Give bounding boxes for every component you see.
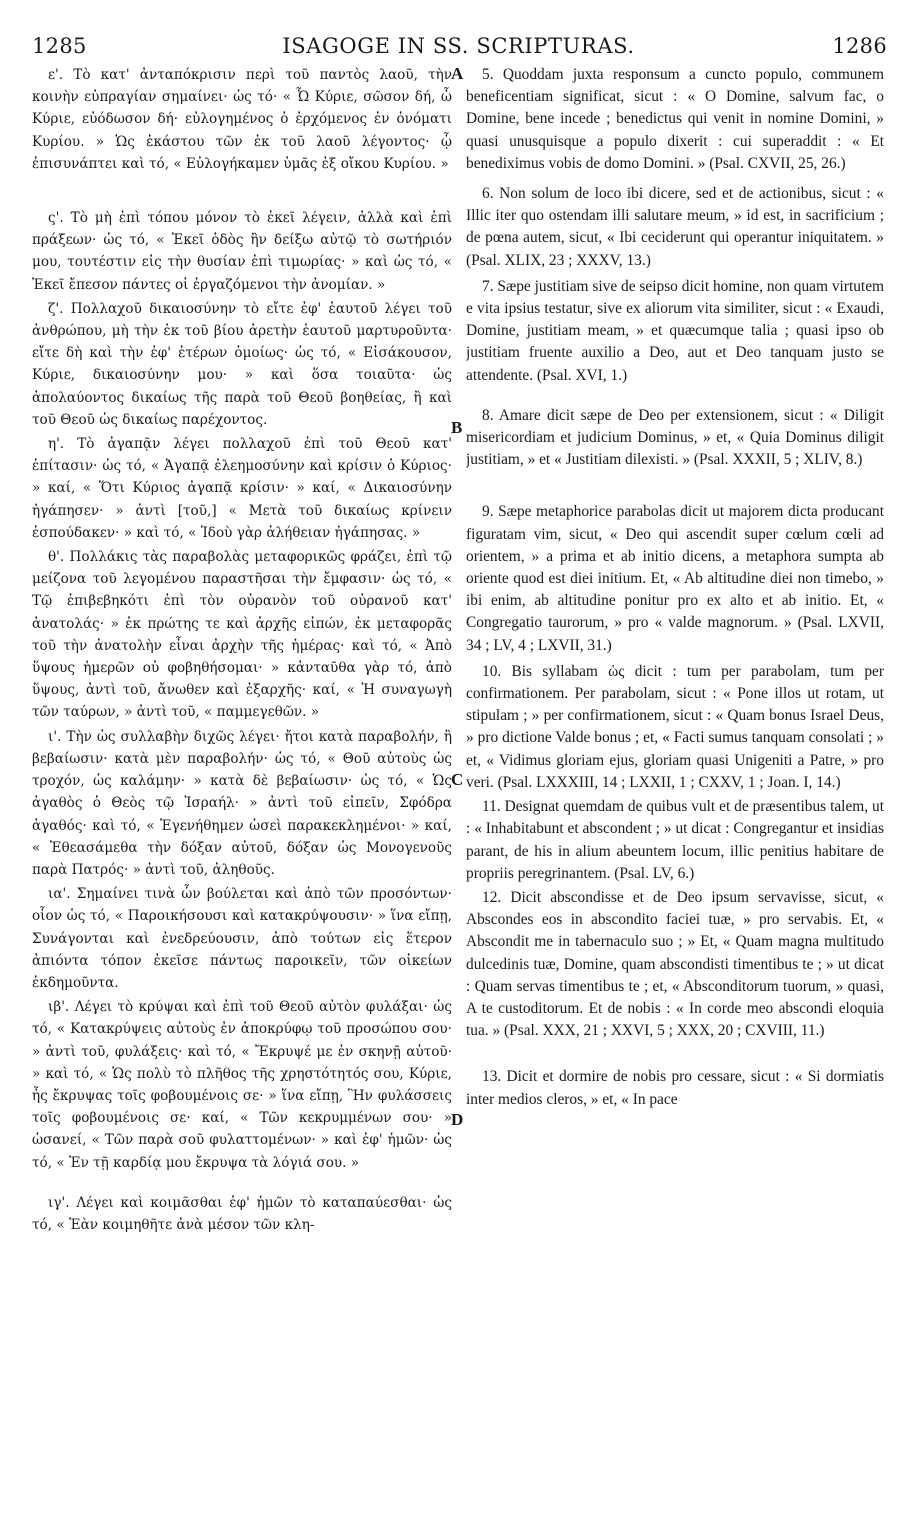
latin-column xyxy=(466,64,884,1534)
greek-paragraph-9: θ'. Πολλάκις τὰς παραβολὰς μεταφορικῶς φράζει, ἐπὶ τῷ μείζονα τοῦ λεγομένου παραστῆσαι τὴν ἔμφασιν· ὡς τό, « Τῷ ἐπιβεβηκότι ἐπὶ τὸν οὐρανὸν τοῦ οὐρανοῦ κατ' ἀνατολάς· » ἐκ πρώτης τε καὶ ἀρχῆς εἰπών, ἐκ μεταφορᾶς τοῦ τὴν ἀνατολὴν εἶναι ἀρχὴν τῆς ἡμέρας· καὶ τό, « Ἀπὸ ὕψους ἡμερῶν οὐ φοβηθήσομαι· » κἀνταῦθα γὰρ τό, ἀπὸ ὕψους, ἀντὶ τοῦ, ἄνωθεν καὶ ἐξαρχῆς· καί, « Ἡ συναγωγὴ τῶν ταύρων, » ἀντὶ τοῦ, « παμμεγεθῶν. » xyxy=(32,549,452,721)
greek-column xyxy=(32,64,452,1534)
running-title: ISAGOGE IN SS. SCRIPTURAS. xyxy=(282,34,635,58)
greek-paragraph-10: ι'. Τὴν ὡς συλλαβὴν διχῶς λέγει· ἤτοι κατὰ παραβολήν, ἢ βεβαίωσιν· κατὰ μὲν παραβολήν· ὡς τό, « Θοῦ αὐτοὺς ὡς τροχόν, ὡς καλάμην· » κατὰ δὲ βεβαίωσιν· ὡς τό, « Ὡς ἀγαθὸς ὁ Θεὸς τῷ Ἰσραήλ· » ἀντὶ τοῦ εἰπεῖν, Σφόδρα ἀγαθός· καὶ τό, « Ἐγενήθημεν ὡσεὶ παρακεκλημένοι· » καί, « Ἐθεασάμεθα τὴν δόξαν αὐτοῦ, δόξαν ὡς Μονογενοῦς παρὰ Πατρός· » ἀντὶ τοῦ, ἀληθοῦς. xyxy=(32,728,452,878)
right-page-number: 1286 xyxy=(832,34,887,58)
latin-paragraph-6: 6. Non solum de loco ibi dicere, sed et de actionibus, sicut : « Illic iter quo ostendam illi salutare meum, » id est, in sacrificium ; de pœna autem, sicut, « Ibi ceciderunt qui operantur iniquitatem. » (Psal. XLIX, 23 ; XXXV, 13.) xyxy=(466,185,884,269)
greek-paragraph-12: ιβ'. Λέγει τὸ κρύψαι καὶ ἐπὶ τοῦ Θεοῦ αὐτὸν φυλάξαι· ὡς τό, « Κατακρύψεις αὐτοὺς ἐν ἀποκρύφῳ τοῦ προσώπου σου· » ἀντὶ τοῦ, φυλάξεις· καὶ τό, « Ἔκρυψέ με ἐν σκηνῇ αὐτοῦ· » καὶ τό, « Ὡς πολὺ τὸ πλῆθος τῆς χρηστότητός σου, Κύριε, ἧς ἔκρυψας τοῖς φοβουμένοις σε· » ἵνα εἴπῃ, Ἣν φυλάσσεις τοῖς φοβουμένοις σε· καί, « Τῶν κεκρυμμένων σου· » ὡσανεί, « Τῶν παρὰ σοῦ φυλαττομένων· » καὶ ἐφ' ἡμῶν· ὡς τό, « Ἐν τῇ καρδίᾳ μου ἔκρυψα τὰ λόγιά σου. » xyxy=(32,999,452,1171)
latin-paragraph-5: 5. Quoddam juxta responsum a cuncto populo, communem beneficentiam significat, sicut : « O Domine, salvum fac, o Domine, bene incede ; benedictus qui venit in nomine Domini, » quasi unusquisque a populo dixerit : cui superaddit : « Et benediximus vobis de domo Domini. » (Psal. CXVII, 25, 26.) xyxy=(466,66,884,172)
latin-paragraph-8: 8. Amare dicit sæpe de Deo per extensionem, sicut : « Diligit misericordiam et judicium Dominus, » et, « Quia Dominus diligit justitiam, » et « Justitiam dilexisti. » (Psal. XXXII, 5 ; XLIV, 8.) xyxy=(466,406,884,469)
margin-marker-c: C xyxy=(451,770,464,789)
greek-paragraph-13: ιγ'. Λέγει καὶ κοιμᾶσθαι ἐφ' ἡμῶν τὸ καταπαύεσθαι· ὡς τό, « Ἐὰν κοιμηθῆτε ἀνὰ μέσον τῶν κλη- xyxy=(32,1194,452,1233)
latin-paragraph-9: 9. Sæpe metaphorice parabolas dicit ut majorem dicta producant figuratam vim, sicut, « Deo qui ascendit super cœlum cœli ad orientem, » a prima et ab initio dicens, a metaphora sumpta ab oriente quod est diei initium. Et, « Ab altitudine diei non timebo, » ibi enim, ab altitudine ponitur pro ex alto et ab initio. Et, « Congregatio taurorum, » pro « valde magnorum. » (Psal. LXVII, 34 ; LV, 4 ; LXVII, 31.) xyxy=(466,503,884,654)
latin-paragraph-11: 11. Designat quemdam de quibus vult et de præsentibus talem, ut : « Inhabitabunt et abscondent ; » ut dicat : Congregantur et insidias parant, de his in alium abeuntem locum, illic penitius habitare de propriis peregrinantem. (Psal. LV, 6.) xyxy=(466,798,884,882)
greek-paragraph-5: ε'. Τὸ κατ' ἀνταπόκρισιν περὶ τοῦ παντὸς λαοῦ, τὴν κοινὴν εὐπραγίαν σημαίνει· ὡς τό· « Ὦ Κύριε, σῶσον δή, ὦ Κύριε, εὐόδωσον δή· εὐλογημένος ὁ ἐρχόμενος ἐν ὀνόματι Κυρίου. » Ὡς ἑκάστου τῶν ἐκ τοῦ λαοῦ λέγοντος· ᾧ ἐπισυνάπτει καὶ τό, « Εὐλογήκαμεν ὑμᾶς ἐξ οἴκου Κυρίου. » xyxy=(32,67,452,172)
page-header xyxy=(0,34,917,64)
margin-marker-d: D xyxy=(451,1110,464,1129)
greek-paragraph-11: ια'. Σημαίνει τινὰ ὧν βούλεται καὶ ἀπὸ τῶν προσόντων· οἷον ὡς τό, « Παροικήσουσι καὶ κατακρύψουσιν· » ἵνα εἴπῃ, Συνάγονται καὶ ἐνεδρεύουσιν, ἀπὸ τούτων εἰς ἕτερον ἀπιόντα τόπον ἐκεῖσε πάντως παροικεῖν, τῶν οἰκείων ἐκδημοῦντα. xyxy=(32,886,452,991)
greek-paragraph-8: η'. Τὸ ἀγαπᾷν λέγει πολλαχοῦ ἐπὶ τοῦ Θεοῦ κατ' ἐπίτασιν· ὡς τό, « Ἀγαπᾷ ἐλεημοσύνην καὶ κρίσιν ὁ Κύριος· » καί, « Ὅτι Κύριος ἀγαπᾷ κρίσιν· » καί, « Δικαιοσύνην ἠγάπησεν· » ἀντὶ [τοῦ,] « Μετὰ τοῦ δικαίως κρίνειν ἐσπούδακεν· » καὶ τό, « Ἰδοὺ γὰρ ἀλήθειαν ἠγάπησας. » xyxy=(32,436,452,541)
greek-paragraph-6: ς'. Τὸ μὴ ἐπὶ τόπου μόνον τὸ ἐκεῖ λέγειν, ἀλλὰ καὶ ἐπὶ πράξεων· ὡς τό, « Ἐκεῖ ὁδὸς ἣν δείξω αὐτῷ τὸ σωτήριόν μου, τουτέστιν εἰς τὴν θυσίαν ἐπὶ τιμωρίας· » καὶ ὡς τό, « Ἐκεῖ ἔπεσον πάντες οἱ ἐργαζόμενοι τὴν ἀνομίαν. » xyxy=(32,210,452,293)
latin-paragraph-12: 12. Dicit abscondisse et de Deo ipsum servavisse, sicut, « Abscondes eos in abscondito faciei tuæ, » pro servabis. Et, « Abscondit me in tabernaculo suo ; » Et, « Quam magna multitudo dulcedinis tuæ, Domine, quam abscondisti timentibus te ; » ut dicat : Quam servas timentibus te ; et, « Absconditorum tuorum, » quasi, A te custoditorum. Et de nobis : « In corde meo abscondi eloquia tua. » (Psal. XXX, 21 ; XXVI, 5 ; XXX, 20 ; CXVIII, 11.) xyxy=(466,888,884,1040)
latin-paragraph-7: 7. Sæpe justitiam sive de seipso dicit homine, non quam virtutem e vita ipsius testatur, sive ex aliorum vita similiter, sicut : « Exaudi, Domine, justitiam meam, » et quæcumque talia ; quasi ipso ob justitiam fruente auxilio a Deo, aut et Deo tanquam justo se attendente. (Psal. XVI, 1.) xyxy=(466,277,884,384)
latin-paragraph-13: 13. Dicit et dormire de nobis pro cessare, sicut : « Si dormiatis inter medios cleros, » et, « In pace xyxy=(466,1068,884,1108)
margin-marker-b: B xyxy=(451,418,463,437)
left-page-number: 1285 xyxy=(32,34,87,58)
margin-marker-a: A xyxy=(451,64,464,83)
latin-paragraph-10: 10. Bis syllabam ὡς dicit : tum per parabolam, tum per confirmationem. Per parabolam, sicut : « Pone illos ut rotam, ut stipulam ; » per confirmationem, sicut : « Quam bonus Israel Deus, » pro dictione Valde bonus ; et, « Facti sumus tanquam consolati ; » et, « Vidimus gloriam ejus, gloriam quasi Unigeniti a Patre, » pro veri. (Psal. LXXXIII, 14 ; LXXII, 1 ; CXXV, 1 ; Joan. I, 14.) xyxy=(466,662,884,791)
greek-paragraph-7: ζ'. Πολλαχοῦ δικαιοσύνην τὸ εἴτε ἐφ' ἑαυτοῦ λέγει τοῦ ἀνθρώπου, μὴ τὴν ἐκ τοῦ βίου ἀρετὴν ἑαυτοῦ μαρτυροῦντα· εἴτε δὴ καὶ τὴν ἐφ' ἑτέρων ὁμοίως· ὡς τό, « Εἰσάκουσον, Κύριε, δικαιοσύνην μου· » καὶ ὅσα τοιαῦτα· ὡς ἀπολαύοντος δικαίως τῆς παρὰ τοῦ Θεοῦ βοηθείας, ἢ καὶ τοῦ Θεοῦ ὡς δικαίως παρέχοντος. xyxy=(32,300,452,428)
